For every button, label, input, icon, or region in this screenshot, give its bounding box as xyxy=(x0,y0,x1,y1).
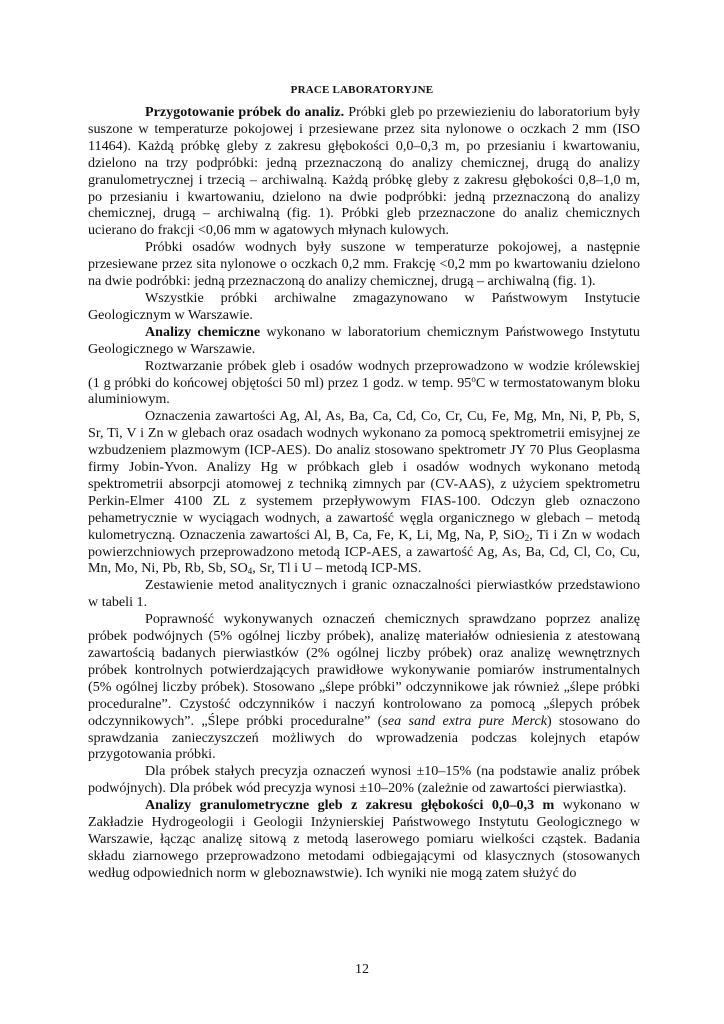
subscript: 4 xyxy=(247,566,253,577)
paragraph-lead-bold: Analizy chemiczne xyxy=(145,323,261,340)
paragraph-precision xyxy=(88,763,640,797)
paragraph-text: , Ti i Zn w wodach powierzchniowych przeprowadzono metodą ICP-AES, a zawartość Ag, As, Ba, Cd, Cl, Co, Cu, Mn, Mo, Ni, Pb, Rb, Sb, SO xyxy=(88,526,641,577)
paragraph-text: Oznaczenia zawartości Ag, Al, As, Ba, Ca, Cd, Co, Cr, Cu, Fe, Mg, Mn, Ni, P, Pb, S, Sr, Ti, V i Zn w glebach oraz osadach wodnych wykonano za pomocą spektrometrii emisyjnej ze wzbudzeniem plazmowym (ICP-AES). Do analiz stosowano spektrometr JY 70 Plus Geoplasma firmy Jobin-Yvon. Analizy Hg w próbkach gleb i osadów wodnych wykonano metodą spektrometrii absorpcji atomowej z techniką zimnych par (CV-AAS), z użyciem spektrometru Perkin-Elmer 4100 ZL z systemem przepływowym FIAS-100. Odczyn gleb oznaczono pehametrycznie w wyciągach wodnych, a zawartość węgla organicznego w glebach – metodą kulometryczną. Oznaczenia zawartości Al, B, Ca, Fe, K, Li, Mg, Na, P, SiO xyxy=(88,408,640,543)
paragraph-text: Dla próbek stałych precyzja oznaczeń wynosi ±10–15% (na podstawie analiz próbek podwójnych). Dla próbek wód precyzja wynosi ±10–20% (zależnie od zawartości pierwiastka). xyxy=(88,763,640,797)
paragraph-granulometric-analyses xyxy=(88,797,640,882)
paragraph-text: C w termostatowanym bloku aluminiowym. xyxy=(88,374,640,408)
paragraph-text: , Sr, Tl i U – metodą ICP-MS. xyxy=(252,560,422,577)
paragraph-digestion xyxy=(88,358,640,409)
paragraph-sample-preparation xyxy=(88,104,640,239)
page-number: 12 xyxy=(355,962,369,977)
paragraph-text: Roztwarzanie próbek gleb i osadów wodnych przeprowadzono w wodzie królewskiej (1 g próbki do końcowej objętości 50 ml) przez 1 godz. w temp. 95 xyxy=(88,357,640,391)
document-body xyxy=(88,104,640,882)
section-heading: PRACE LABORATORYJNE xyxy=(290,84,434,96)
paragraph-text: Próbki osadów wodnych były suszone w temperaturze pokojowej, a następnie przesiewane przez sita nylonowe o oczkach 0,2 mm. Frakcję <0,2 mm po kwartowaniu dzielono na dwie podróbki: jedną przeznaczoną do analizy chemicznej, drugą – archiwalną (fig. 1). xyxy=(88,239,640,290)
subscript: 2 xyxy=(524,532,530,543)
degree-superscript: o xyxy=(471,373,476,384)
paragraph-sediment-samples xyxy=(88,239,640,290)
paragraph-archive-samples xyxy=(88,290,640,324)
paragraph-determinations xyxy=(88,408,640,577)
italic-text: sea sand extra pure Merck xyxy=(382,712,547,729)
paragraph-lead-bold: Analizy granulometryczne gleb z zakresu głębokości 0,0–0,3 m xyxy=(145,797,555,814)
paragraph-quality-control xyxy=(88,611,640,763)
paragraph-chemical-analyses xyxy=(88,324,640,358)
paragraph-methods-summary xyxy=(88,577,640,611)
paragraph-text: wykonano w laboratorium chemicznym Państwowego Instytutu Geologicznego w Warszawie. xyxy=(88,323,640,357)
paragraph-text: wykonano w Zakładzie Hydrogeologii i Geologii Inżynierskiej Państwowego Instytutu Geologicznego w Warszawie, łącząc analizę sitową z metodą laserowego pomiaru wielkości cząstek. Badania składu ziarnowego przeprowadzono metodami odbiegającymi od klasycznych (stosowanych według odpowiednich norm w gleboznawstwie). Ich wyniki nie mogą zatem służyć do xyxy=(88,797,640,881)
paragraph-text: Poprawność wykonywanych oznaczeń chemicznych sprawdzano poprzez analizę próbek podwójnych (5% ogólnej liczby próbek), analizę materiałów odniesienia z atestowaną zawartością badanych pierwiastków (2% ogólnej liczby próbek) oraz analizę wewnętrznych próbek kontrolnych potwierdzających prawidłowe wykonywanie pomiarów instrumentalnych (5% ogólnej liczby próbek). Stosowano „ślepe próbki” odczynnikowe jak również „ślepe próbki proceduralne”. Czystość odczynników i naczyń kontrolowano za pomocą „ślepych próbek odczynnikowych”. „Ślepe próbki proceduralne” ( xyxy=(88,611,640,729)
paragraph-text: Zestawienie metod analitycznych i granic oznaczalności pierwiastków przedstawiono w tabeli 1. xyxy=(88,577,640,611)
paragraph-lead-bold: Przygotowanie próbek do analiz. xyxy=(145,104,345,120)
paragraph-text: Próbki gleb po przewiezieniu do laboratorium były suszone w temperaturze pokojowej i przesiewane przez sita nylonowe o oczkach 2 mm (ISO 11464). Każdą próbkę gleby z zakresu głębokości 0,0–0,3 m, po przesianiu i kwartowaniu, dzielono na trzy podpróbki: jedną przeznaczoną do analizy chemicznej, drugą do analizy granulometrycznej i trzecią – archiwalną. Każdą próbkę gleby z zakresu głębokości 0,8–1,0 m, po przesianiu i kwartowaniu, dzielono na dwie podpróbki: jedną przeznaczoną do analizy chemicznej, drugą – archiwalną (fig. 1). Próbki gleb przeznaczone do analiz chemicznych ucierano do frakcji <0,06 mm w agatowych młynach kulowych. xyxy=(88,104,640,239)
paragraph-text: Wszystkie próbki archiwalne zmagazynowano w Państwowym Instytucie Geologicznym w Warszawie. xyxy=(88,289,640,323)
paragraph-text: ) stosowano do sprawdzania zanieczyszczeń możliwych do wprowadzenia podczas kolejnych etapów przygotowania próbki. xyxy=(88,712,640,763)
